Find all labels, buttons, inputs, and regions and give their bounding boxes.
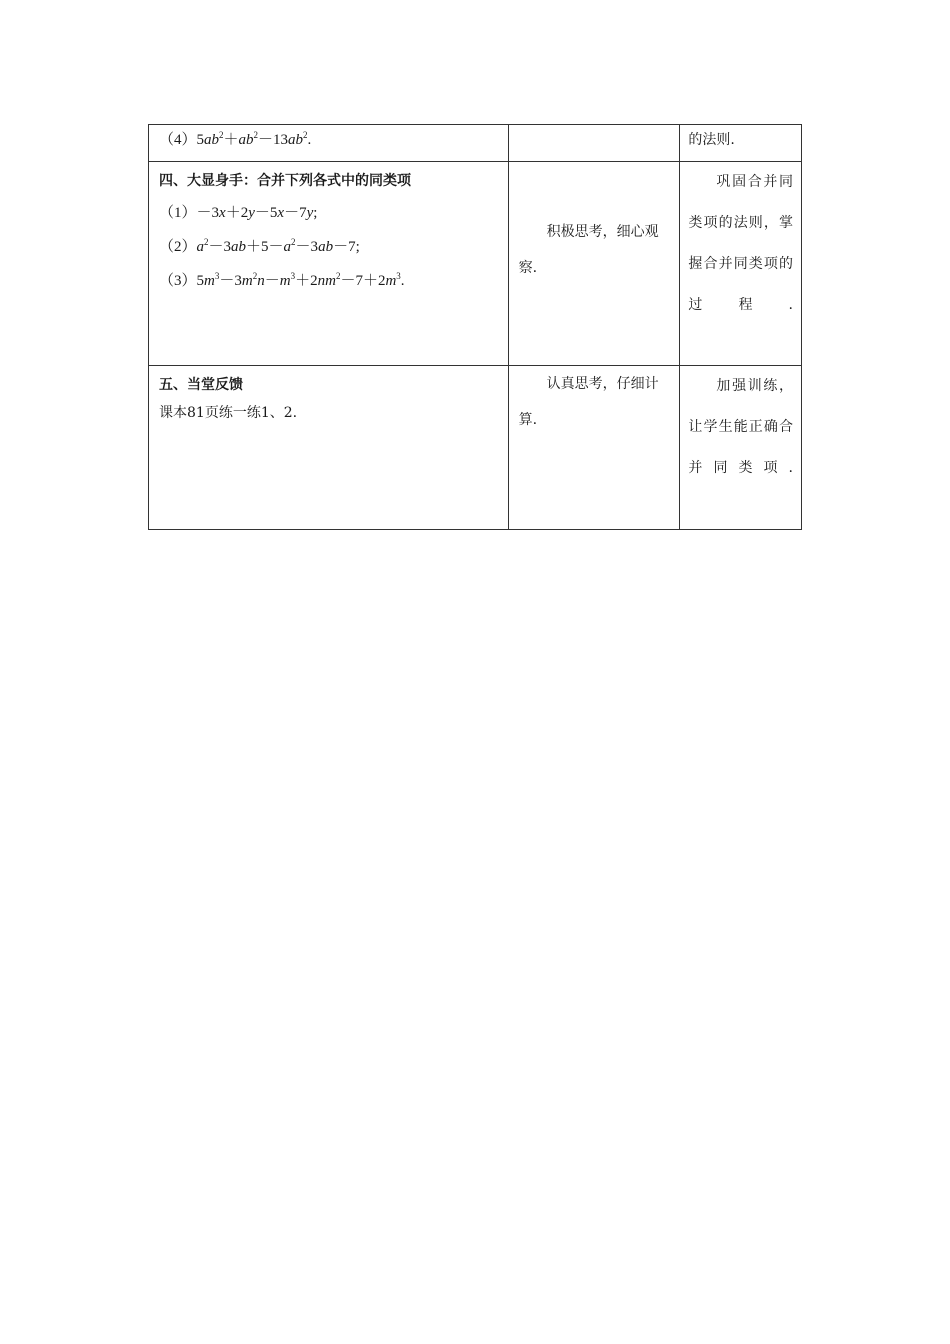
item-label: （3） [159,273,197,289]
item-expression: $5ab^2+ab^2-13ab^2$. [196,130,312,148]
design-intent-text: 加强训练，让学生能正确合并同类项. [688,378,793,476]
row3-content-cell [149,366,509,530]
row1-student-cell [508,125,680,162]
exercise-item-4 [159,127,500,157]
design-intent-text: 巩固合并同类项的法则，掌握合并同类项的过程. [688,174,793,313]
exercise-item-2 [159,230,500,264]
item-label: （4） [159,132,197,148]
row2-intent-cell [680,162,802,366]
table-row [149,366,802,530]
table-row [149,162,802,366]
student-activity-text: 认真思考，仔细计算. [518,376,659,428]
item-expression: $a^2-3ab+5-a^2-3ab-7$; [196,237,360,255]
student-activity-text: 积极思考，细心观察. [518,224,659,276]
row2-content-cell [149,162,509,366]
table-row [149,125,802,162]
item-label: （2） [159,239,197,255]
textbook-exercise-text: 课本81页练一练1、2. [159,405,298,421]
row1-content-cell [149,125,509,162]
item-expression: $5m^3-3m^2n-m^3+2nm^2-7+2m^3$. [196,271,405,289]
section-heading: 五、当堂反馈 [159,377,243,393]
lesson-plan-table [148,124,802,530]
row1-intent-cell [680,125,802,162]
intent-text: 的法则. [688,132,735,148]
exercise-item-1 [159,196,500,230]
item-label: （1） [159,205,197,221]
exercise-item-3 [159,264,500,298]
section-heading: 四、大显身手：合并下列各式中的同类项 [159,173,411,189]
row3-student-cell [508,366,680,530]
item-expression: －3x＋2y－5x－7y; [196,205,318,221]
row2-student-cell [508,162,680,366]
row3-intent-cell [680,366,802,530]
